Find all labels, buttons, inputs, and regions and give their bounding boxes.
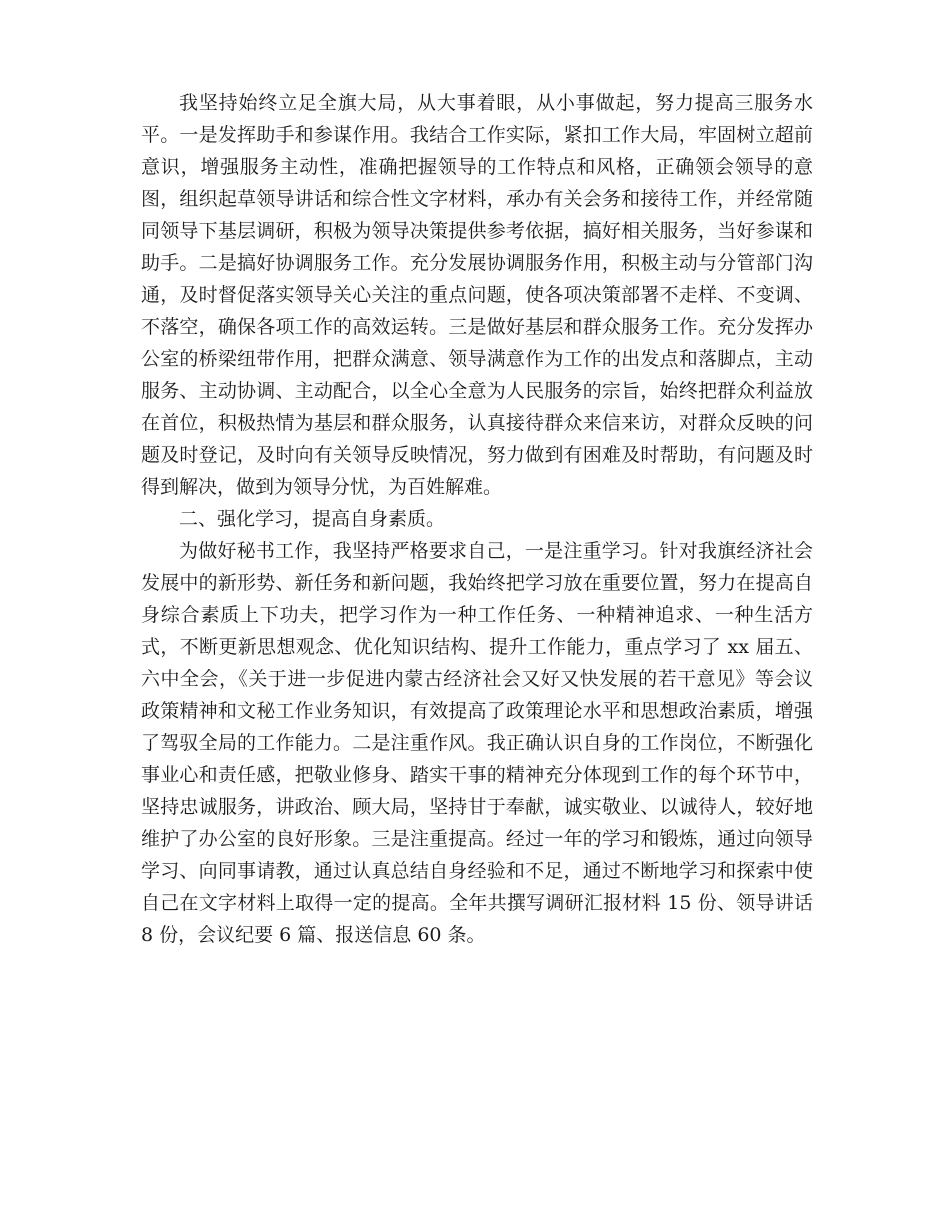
document-page xyxy=(141,87,813,951)
section-heading-study: 二、强化学习，提高自身素质。 xyxy=(179,508,446,530)
paragraph-service: 我坚持始终立足全旗大局，从大事着眼，从小事做起，努力提高三服务水平。一是发挥助手和参谋作用。我结合工作实际，紧扣工作大局，牢固树立超前意识，增强服务主动性，准确把握领导的工作特点和风格，正确领会领导的意图，组织起草领导讲话和综合性文字材料，承办有关会务和接待工作，并经常随同领导下基层调研，积极为领导决策提供参考依据，搞好相关服务，当好参谋和助手。二是搞好协调服务工作。充分发展协调服务作用，积极主动与分管部门沟通，及时督促落实领导关心关注的重点问题，使各项决策部署不走样、不变调、不落空，确保各项工作的高效运转。三是做好基层和群众服务工作。充分发挥办公室的桥梁纽带作用，把群众满意、领导满意作为工作的出发点和落脚点，主动服务、主动协调、主动配合，以全心全意为人民服务的宗旨，始终把群众利益放在首位，积极热情为基层和群众服务，认真接待群众来信来访，对群众反映的问题及时登记，及时向有关领导反映情况，努力做到有困难及时帮助，有问题及时得到解决，做到为领导分忧，为百姓解难。 xyxy=(141,92,813,498)
paragraph-study: 为做好秘书工作，我坚持严格要求自己，一是注重学习。针对我旗经济社会发展中的新形势、新任务和新问题，我始终把学习放在重要位置，努力在提高自身综合素质上下功夫，把学习作为一种工作任务、一种精神追求、一种生活方式，不断更新思想观念、优化知识结构、提升工作能力，重点学习了 xx 届五、六中全会，《关于进一步促进内蒙古经济社会又好又快发展的若干意见》等会议政策精神和文秘工作业务知识，有效提高了政策理论水平和思想政治素质，增强了驾驭全局的工作能力。二是注重作风。我正确认识自身的工作岗位，不断强化事业心和责任感，把敬业修身、踏实干事的精神充分体现到工作的每个环节中，坚持忠诚服务，讲政治、顾大局，坚持甘于奉献，诚实敬业、以诚待人，较好地维护了办公室的良好形象。三是注重提高。经过一年的学习和锻炼，通过向领导学习、向同事请教，通过认真总结自身经验和不足，通过不断地学习和探索中使自己在文字材料上取得一定的提高。全年共撰写调研汇报材料 15 份、领导讲话 8 份，会议纪要 6 篇、报送信息 60 条。 xyxy=(141,540,813,946)
